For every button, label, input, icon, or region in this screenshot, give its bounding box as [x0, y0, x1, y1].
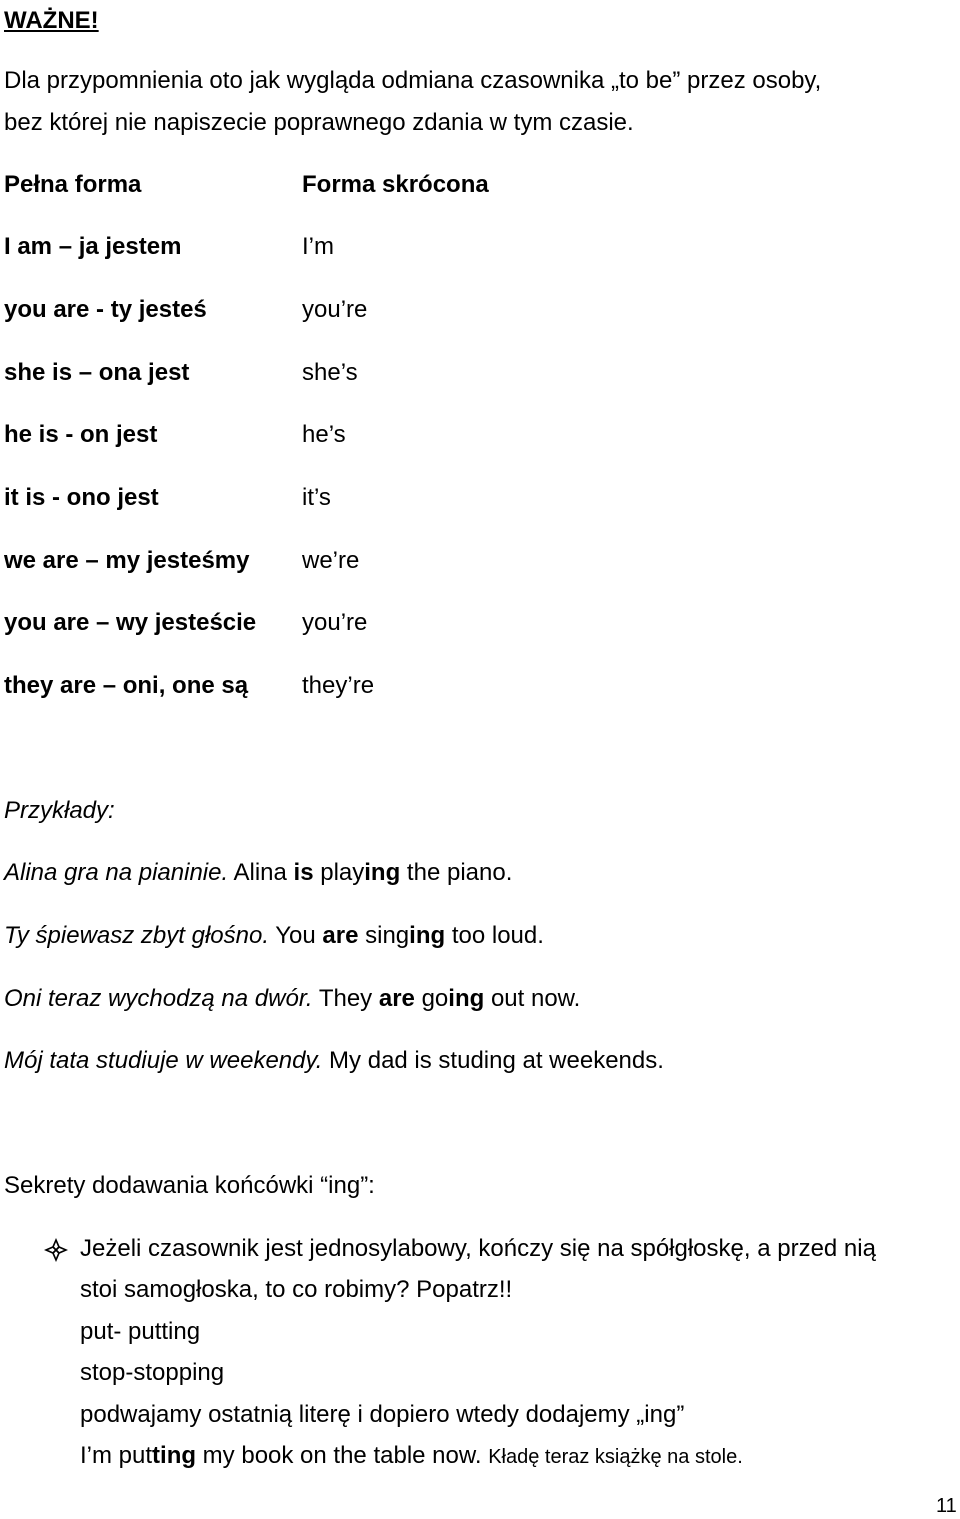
putting-b: ting [152, 1442, 197, 1469]
row-full-8: they are – oni, one są [4, 672, 249, 699]
example-3-en-e: out now. [484, 985, 581, 1012]
intro-line-2: bez której nie napiszecie poprawnego zdania w tym czasie. [4, 109, 634, 136]
example-1-pl: Alina gra na pianinie. [4, 859, 229, 886]
example-2-en-a: You [269, 922, 323, 949]
page-number: 11 [936, 1495, 957, 1517]
example-2-en-e: too loud. [445, 922, 544, 949]
row-short-4: he’s [302, 421, 346, 448]
row-short-8: they’re [302, 672, 375, 699]
example-3-en-b: are [378, 985, 415, 1012]
diamond-bullet-icon [44, 1238, 68, 1262]
row-full-2: you are - ty jesteś [4, 296, 207, 323]
example-2-en-c: sing [358, 922, 410, 949]
row-short-3: she’s [302, 359, 358, 386]
heading-wazne: WAŻNE! [4, 7, 99, 34]
example-4-en: My dad is studing at weekends. [322, 1047, 664, 1074]
table-header-short: Forma skrócona [302, 171, 489, 198]
example-1 [4, 858, 512, 888]
example-3 [4, 984, 580, 1014]
examples-title: Przykłady: [4, 797, 115, 824]
example-1-en-e: the piano. [400, 859, 513, 886]
example-2-en-b: are [322, 922, 359, 949]
example-1-en-c: play [313, 859, 365, 886]
example-2-en-d: ing [409, 922, 446, 949]
example-3-en-a: They [312, 985, 379, 1012]
row-full-1: I am – ja jestem [4, 233, 182, 260]
example-4-pl: Mój tata studiuje w weekendy. [4, 1047, 323, 1074]
example-3-pl: Oni teraz wychodzą na dwór. [4, 985, 313, 1012]
example-3-en-d: ing [448, 985, 485, 1012]
row-full-6: we are – my jesteśmy [4, 547, 250, 574]
row-full-5: it is - ono jest [4, 484, 159, 511]
putting-a: I’m put [80, 1442, 153, 1469]
example-stop: stop-stopping [80, 1359, 225, 1386]
row-full-4: he is - on jest [4, 421, 158, 448]
secrets-title: Sekrety dodawania końcówki “ing”: [4, 1172, 375, 1199]
example-2-pl: Ty śpiewasz zbyt głośno. [4, 922, 269, 949]
row-short-6: we’re [302, 547, 360, 574]
intro-line-1: Dla przypomnienia oto jak wygląda odmiana czasownika „to be” przez osoby, [4, 67, 822, 94]
example-putting-sentence [80, 1441, 743, 1472]
rule-double-letter: podwajamy ostatnią literę i dopiero wtedy dodajemy „ing” [80, 1401, 685, 1428]
row-short-1: I’m [302, 233, 334, 260]
example-4 [4, 1046, 664, 1076]
example-put: put- putting [80, 1318, 201, 1345]
row-short-7: you’re [302, 609, 368, 636]
row-short-5: it’s [302, 484, 331, 511]
putting-translation: Kładę teraz książkę na stole. [488, 1446, 743, 1468]
example-1-en-a: Alina [228, 859, 294, 886]
example-2 [4, 921, 544, 951]
putting-c: my book on the table now. [196, 1442, 489, 1469]
bullet-line-1: Jeżeli czasownik jest jednosylabowy, kończy się na spółgłoskę, a przed nią [80, 1235, 876, 1262]
row-short-2: you’re [302, 296, 368, 323]
row-full-3: she is – ona jest [4, 359, 190, 386]
example-1-en-b: is [293, 859, 314, 886]
bullet-line-2: stoi samogłoska, to co robimy? Popatrz!! [80, 1276, 513, 1303]
example-1-en-d: ing [364, 859, 401, 886]
example-3-en-c: go [414, 985, 449, 1012]
table-header-full: Pełna forma [4, 171, 142, 198]
row-full-7: you are – wy jesteście [4, 609, 257, 636]
